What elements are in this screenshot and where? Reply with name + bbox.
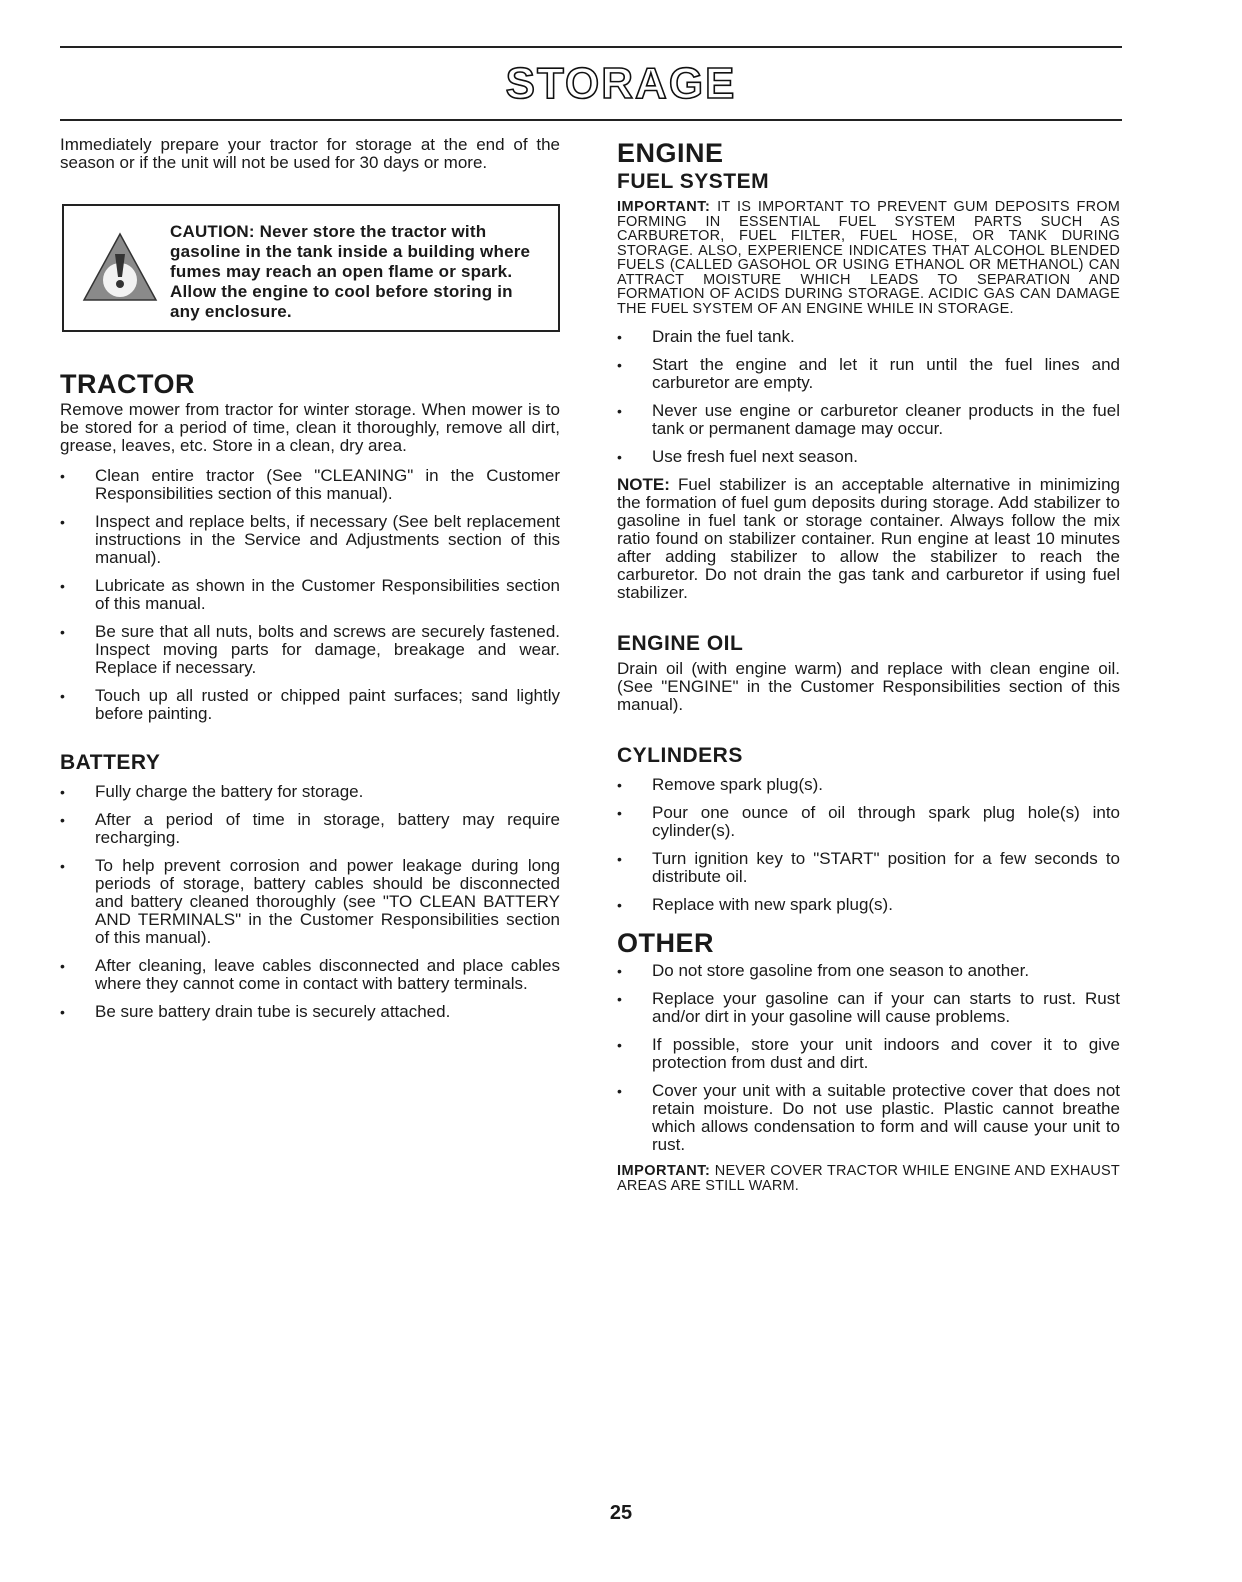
page-title: STORAGE bbox=[505, 59, 737, 108]
warning-triangle-icon bbox=[82, 232, 158, 302]
cylinders-list bbox=[617, 776, 1120, 914]
note-label: NOTE: bbox=[617, 475, 670, 494]
list-item: • Never use engine or carburetor cleaner products in the fuel tank or permanent damage may occur. bbox=[617, 402, 1120, 438]
list-item: • Lubricate as shown in the Customer Responsibilities section of this manual. bbox=[60, 577, 560, 613]
engine-oil-heading: ENGINE OIL bbox=[617, 632, 744, 655]
caution-box bbox=[62, 204, 560, 332]
list-item: • Pour one ounce of oil through spark plug hole(s) into cylinder(s). bbox=[617, 804, 1120, 840]
other-heading: OTHER bbox=[617, 928, 714, 958]
list-item: • Be sure battery drain tube is securely attached. bbox=[60, 1003, 560, 1021]
list-item: • Be sure that all nuts, bolts and screws are securely fastened. Inspect moving parts for damage, breakage and wear. Replace if necessary. bbox=[60, 623, 560, 677]
important-label: IMPORTANT: bbox=[617, 1163, 711, 1179]
left-column bbox=[60, 136, 560, 1031]
list-item: • Turn ignition key to "START" position for a few seconds to distribute oil. bbox=[617, 850, 1120, 886]
tractor-list bbox=[60, 467, 560, 723]
list-item: • After a period of time in storage, battery may require recharging. bbox=[60, 811, 560, 847]
caution-text: CAUTION: Never store the tractor with gasoline in the tank inside a building where fumes may reach an open flame or spark. Allow the engine to cool before storing in any enclosure. bbox=[170, 222, 531, 321]
list-item: • Drain the fuel tank. bbox=[617, 328, 1120, 346]
right-column bbox=[617, 136, 1120, 1193]
note-text: Fuel stabilizer is an acceptable alternative in minimizing the formation of fuel gum deposits during storage. Add stabilizer to gasoline in fuel tank or storage container. Always follow the mix ratio found on stabilizer container. Run engine at least 10 minutes after adding stabilizer to allow the stabilizer to reach the carburetor. Do not drain the gas tank and carburetor if using fuel stabilizer. bbox=[617, 475, 1120, 602]
list-item: • Use fresh fuel next season. bbox=[617, 448, 1120, 466]
list-item: • After cleaning, leave cables disconnected and place cables where they cannot come in contact with battery terminals. bbox=[60, 957, 560, 993]
fuel-stabilizer-note bbox=[617, 476, 1120, 602]
page-number: 25 bbox=[609, 1502, 633, 1524]
list-item: • To help prevent corrosion and power leakage during long periods of storage, battery cables should be disconnected and battery cleaned thoroughly (see "TO CLEAN BATTERY AND TERMINALS" in the Customer Responsibilities section of this manual). bbox=[60, 857, 560, 947]
header-rule-bottom bbox=[60, 119, 1122, 121]
battery-list bbox=[60, 783, 560, 1021]
list-item: • Fully charge the battery for storage. bbox=[60, 783, 560, 801]
battery-heading: BATTERY bbox=[60, 751, 161, 774]
list-item: • Clean entire tractor (See "CLEANING" in the Customer Responsibilities section of this manual). bbox=[60, 467, 560, 503]
important-label: IMPORTANT: bbox=[617, 199, 711, 215]
engine-oil-text: Drain oil (with engine warm) and replace with clean engine oil. (See "ENGINE" in the Customer Responsibilities section of this manual). bbox=[617, 659, 1120, 714]
other-list bbox=[617, 962, 1120, 1154]
tractor-intro: Remove mower from tractor for winter storage. When mower is to be stored for a period of time, clean it thoroughly, remove all dirt, grease, leaves, etc. Store in a clean, dry area. bbox=[60, 400, 560, 455]
important-text: IT IS IMPORTANT TO PREVENT GUM DEPOSITS FROM FORMING IN ESSENTIAL FUEL SYSTEM PARTS SUCH AS CARBURETOR, FUEL FILTER, FUEL HOSE, OR TANK DURING STORAGE. ALSO, EXPERIENCE INDICATES THAT ALCOHOL BLENDED FUELS (CALLED GASOHOL OR USING ETHANOL OR METHANOL) CAN ATTRACT MOISTURE WHICH LEADS TO SEPARATION AND FORMATION OF ACIDS DURING STORAGE. ACIDIC GAS CAN DAMAGE THE FUEL SYSTEM OF AN ENGINE WHILE IN STORAGE. bbox=[617, 199, 1120, 317]
header-rule-top bbox=[60, 46, 1122, 48]
other-important-note bbox=[617, 1164, 1120, 1193]
intro-paragraph: Immediately prepare your tractor for storage at the end of the season or if the unit will not be used for 30 days or more. bbox=[60, 135, 560, 172]
list-item: • Cover your unit with a suitable protective cover that does not retain moisture. Do not use plastic. Plastic cannot breathe which allows condensation to form and will cause your unit to rust. bbox=[617, 1082, 1120, 1154]
list-item: • Replace your gasoline can if your can starts to rust. Rust and/or dirt in your gasoline will cause problems. bbox=[617, 990, 1120, 1026]
fuel-system-heading: FUEL SYSTEM bbox=[617, 170, 770, 193]
list-item: • Inspect and replace belts, if necessary (See belt replacement instructions in the Service and Adjustments section of this manual). bbox=[60, 513, 560, 567]
list-item: • If possible, store your unit indoors and cover it to give protection from dust and dirt. bbox=[617, 1036, 1120, 1072]
list-item: • Replace with new spark plug(s). bbox=[617, 896, 1120, 914]
engine-heading: ENGINE bbox=[617, 138, 724, 168]
fuel-list bbox=[617, 328, 1120, 466]
list-item: • Touch up all rusted or chipped paint surfaces; sand lightly before painting. bbox=[60, 687, 560, 723]
list-item: • Do not store gasoline from one season to another. bbox=[617, 962, 1120, 980]
cylinders-heading: CYLINDERS bbox=[617, 744, 743, 767]
list-item: • Remove spark plug(s). bbox=[617, 776, 1120, 794]
fuel-important-note bbox=[617, 200, 1120, 316]
list-item: • Start the engine and let it run until the fuel lines and carburetor are empty. bbox=[617, 356, 1120, 392]
tractor-heading: TRACTOR bbox=[60, 369, 195, 399]
important-text: NEVER COVER TRACTOR WHILE ENGINE AND EXHAUST AREAS ARE STILL WARM. bbox=[617, 1163, 1120, 1194]
